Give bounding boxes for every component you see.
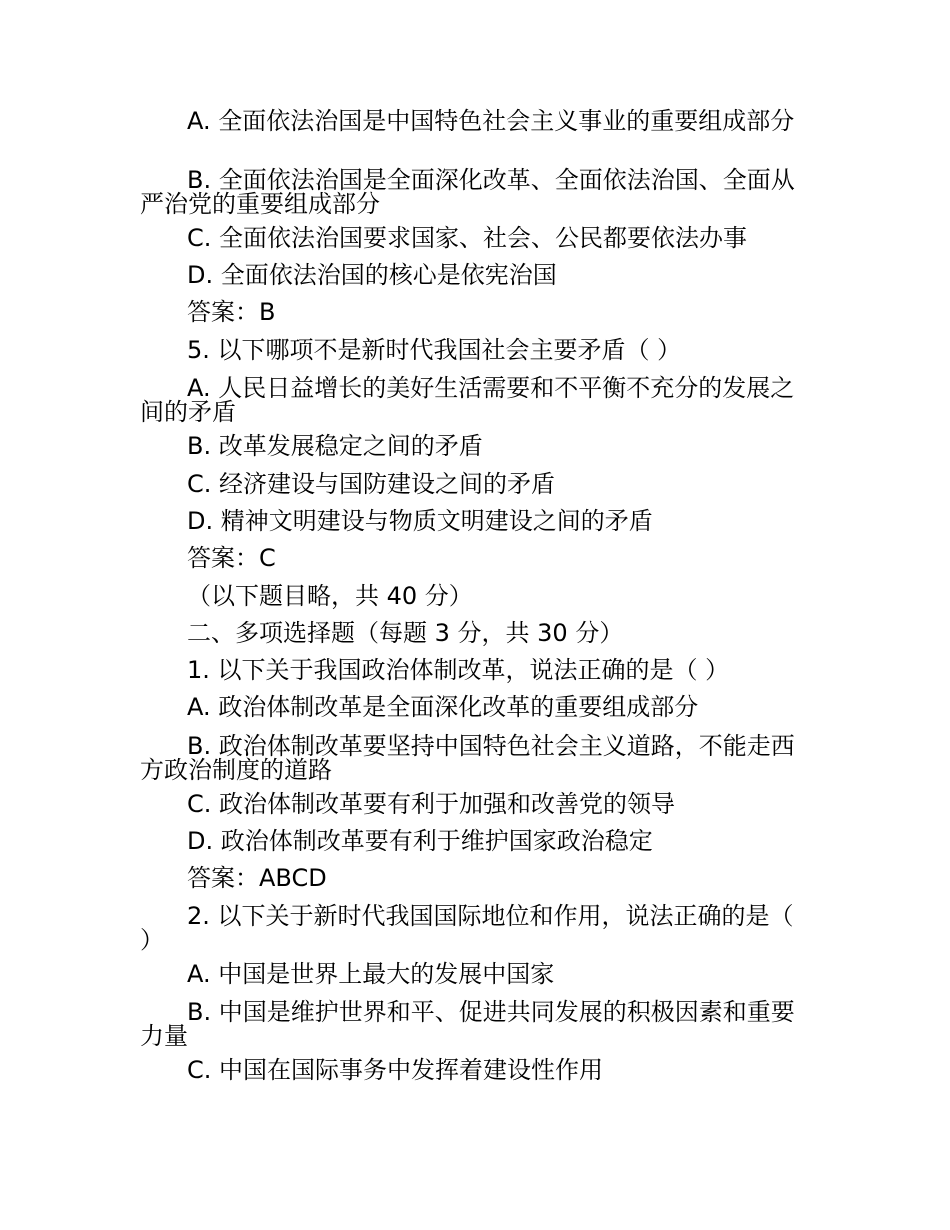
answer-q4: 答案：B xyxy=(187,298,276,326)
option-a-political-reform: A. 政治体制改革是全面深化改革的重要组成部分 xyxy=(187,693,699,721)
answer-mc-1: 答案：ABCD xyxy=(187,864,327,892)
omitted-note: （以下题目略，共 40 分） xyxy=(187,582,473,610)
option-c-contradiction: C. 经济建设与国防建设之间的矛盾 xyxy=(187,470,556,498)
option-b-intl-status: B. 中国是维护世界和平、促进共同发展的积极因素和重要力量 xyxy=(140,998,795,1050)
section-heading-multiple-choice: 二、多项选择题（每题 3 分，共 30 分） xyxy=(187,619,624,647)
option-a-contradiction: A. 人民日益增长的美好生活需要和不平衡不充分的发展之间的矛盾 xyxy=(140,374,795,426)
option-c-intl-status: C. 中国在国际事务中发挥着建设性作用 xyxy=(187,1056,604,1084)
question-mc-1: 1. 以下关于我国政治体制改革，说法正确的是（ ） xyxy=(187,656,730,684)
option-d-rule-of-law: D. 全面依法治国的核心是依宪治国 xyxy=(187,261,557,289)
option-b-rule-of-law: B. 全面依法治国是全面深化改革、全面依法治国、全面从严治党的重要组成部分 xyxy=(140,166,795,218)
option-c-rule-of-law: C. 全面依法治国要求国家、社会、公民都要依法办事 xyxy=(187,224,748,252)
option-b-political-reform: B. 政治体制改革要坚持中国特色社会主义道路，不能走西方政治制度的道路 xyxy=(140,732,795,784)
option-d-contradiction: D. 精神文明建设与物质文明建设之间的矛盾 xyxy=(187,507,653,535)
option-b-contradiction: B. 改革发展稳定之间的矛盾 xyxy=(187,432,483,460)
question-5: 5. 以下哪项不是新时代我国社会主要矛盾（ ） xyxy=(187,336,682,364)
option-d-political-reform: D. 政治体制改革要有利于维护国家政治稳定 xyxy=(187,827,653,855)
option-c-political-reform: C. 政治体制改革要有利于加强和改善党的领导 xyxy=(187,790,676,818)
answer-q5: 答案：C xyxy=(187,544,276,572)
option-a-rule-of-law: A. 全面依法治国是中国特色社会主义事业的重要组成部分 xyxy=(187,107,795,135)
option-a-intl-status: A. 中国是世界上最大的发展中国家 xyxy=(187,960,555,988)
question-mc-2: 2. 以下关于新时代我国国际地位和作用，说法正确的是（ ） xyxy=(140,902,794,954)
